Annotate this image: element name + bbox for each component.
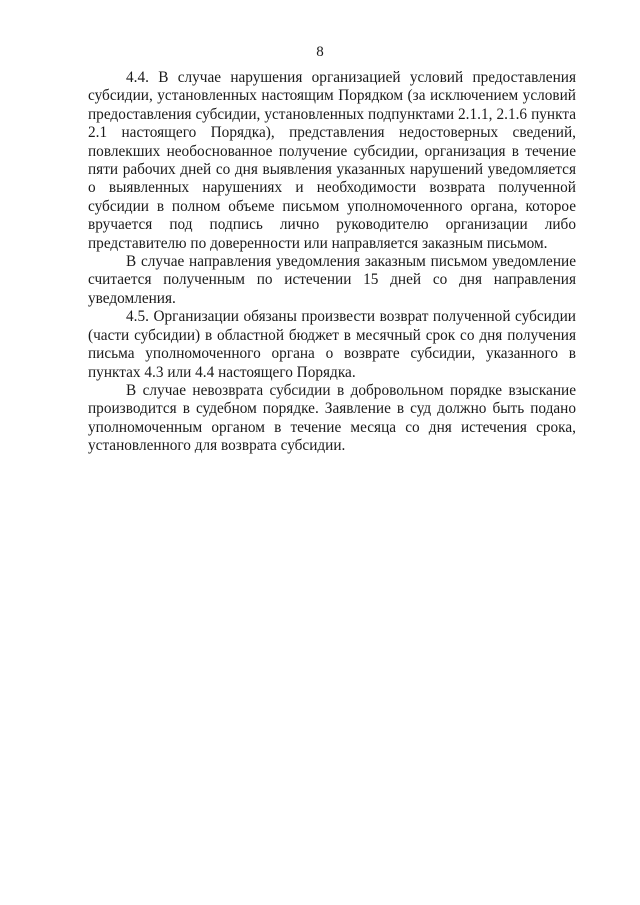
paragraph-4-5: 4.5. Организации обязаны произвести возврат полученной субсидии (части субсидии) в областной бюджет в месячный срок со дня получения письма уполномоченного органа о возврате субсидии, указанного в пунктах 4.3 или 4.4 настоящего Порядка. xyxy=(88,308,576,381)
paragraph-notification-term: В случае направления уведомления заказным письмом уведомление считается полученным по истечении 15 дней со дня направления уведомления. xyxy=(88,253,576,307)
paragraph-4-4: 4.4. В случае нарушения организацией условий предоставления субсидии, установленных настоящим Порядком (за исключением условий предоставления субсидии, установленных подпунктами 2.1.1, 2.1.6 пункта 2.1 настоящего Порядка), представления недостоверных сведений, повлекших необоснованное получение субсидии, организация в течение пяти рабочих дней со дня выявления указанных нарушений уведомляется о выявленных нарушениях и необходимости возврата полученной субсидии в полном объеме письмом уполномоченного органа, которое вручается под подпись лично руководителю организации либо представителю по доверенности или направляется заказным письмом. xyxy=(88,69,576,252)
page-number: 8 xyxy=(316,44,324,60)
paragraph-court-recovery: В случае невозврата субсидии в добровольном порядке взыскание производится в судебном порядке. Заявление в суд должно быть подано уполномоченным органом в течение месяца со дня истечения срока, установленного для возврата субсидии. xyxy=(88,381,576,455)
document-body xyxy=(88,69,576,456)
